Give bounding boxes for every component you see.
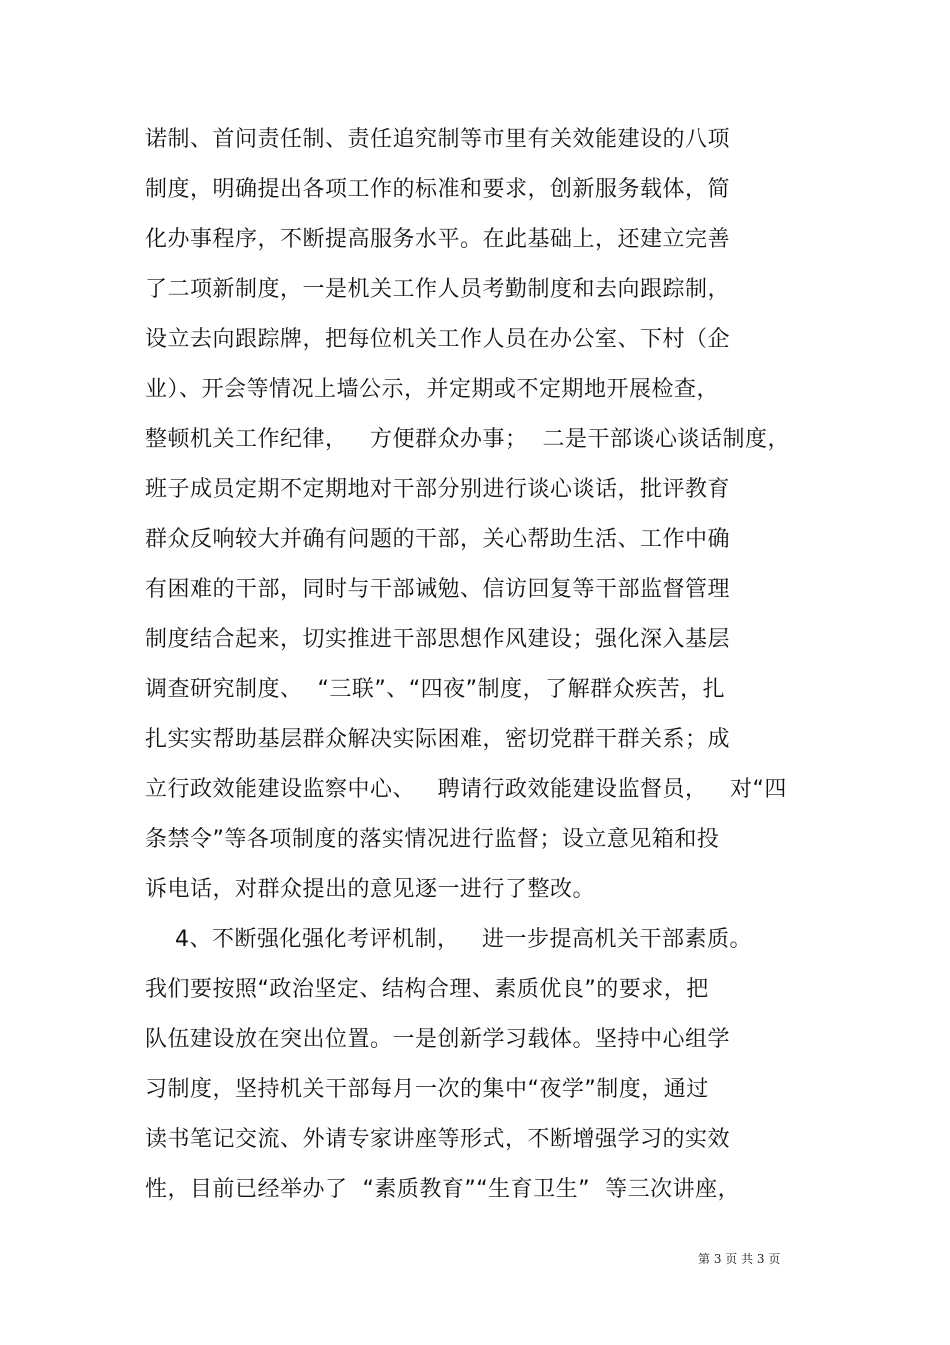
paragraph-line: 诉电话，对群众提出的意见逐一进行了整改。 xyxy=(145,877,596,902)
paragraph-line: 队伍建设放在突出位置。一是创新学习载体。坚持中心组学 xyxy=(145,1027,731,1052)
paragraph-line: 有困难的干部，同时与干部诫勉、信访回复等干部监督管理 xyxy=(145,577,731,602)
paragraph-line: 习制度，坚持机关干部每月一次的集中“夜学”制度，通过 xyxy=(145,1077,709,1102)
paragraph-line: 了二项新制度，一是机关工作人员考勤制度和去向跟踪制， xyxy=(145,277,731,302)
paragraph-line: 化办事程序，不断提高服务水平。在此基础上，还建立完善 xyxy=(145,227,731,252)
paragraph-line: 扎实实帮助基层群众解决实际困难，密切党群干群关系；成 xyxy=(145,727,731,752)
paragraph-line: 设立去向跟踪牌，把每位机关工作人员在办公室、下村（企 xyxy=(145,327,731,352)
paragraph-line: 条禁令”等各项制度的落实情况进行监督；设立意见箱和投 xyxy=(145,827,720,852)
paragraph-line: 立行政效能建设监察中心、 聘请行政效能建设监督员， 对“四 xyxy=(145,777,787,802)
paragraph-line: 4、不断强化强化考评机制， 进一步提高机关干部素质。 xyxy=(145,927,752,952)
paragraph-line: 性，目前已经举办了 “素质教育”“生育卫生” 等三次讲座， xyxy=(145,1177,741,1202)
paragraph-line: 群众反响较大并确有问题的干部，关心帮助生活、工作中确 xyxy=(145,527,731,552)
paragraph-line: 业）、开会等情况上墙公示，并定期或不定期地开展检查， xyxy=(145,377,720,402)
page-number: 第 3 页 共 3 页 xyxy=(698,1252,781,1266)
paragraph-line: 班子成员定期不定期地对干部分别进行谈心谈话，批评教育 xyxy=(145,477,731,502)
paragraph-line: 制度结合起来，切实推进干部思想作风建设；强化深入基层 xyxy=(145,627,731,652)
paragraph-line: 诺制、首问责任制、责任追究制等市里有关效能建设的八项 xyxy=(145,127,731,152)
paragraph-line: 我们要按照“政治坚定、结构合理、素质优良”的要求，把 xyxy=(145,977,709,1002)
paragraph-line: 整顿机关工作纪律， 方便群众办事； 二是干部谈心谈话制度， xyxy=(145,427,790,452)
paragraph-line: 读书笔记交流、外请专家讲座等形式，不断增强学习的实效 xyxy=(145,1127,731,1152)
paragraph-line: 制度，明确提出各项工作的标准和要求，创新服务载体，简 xyxy=(145,177,731,202)
paragraph-line: 调查研究制度、 “三联”、“四夜”制度，了解群众疾苦，扎 xyxy=(145,677,726,702)
